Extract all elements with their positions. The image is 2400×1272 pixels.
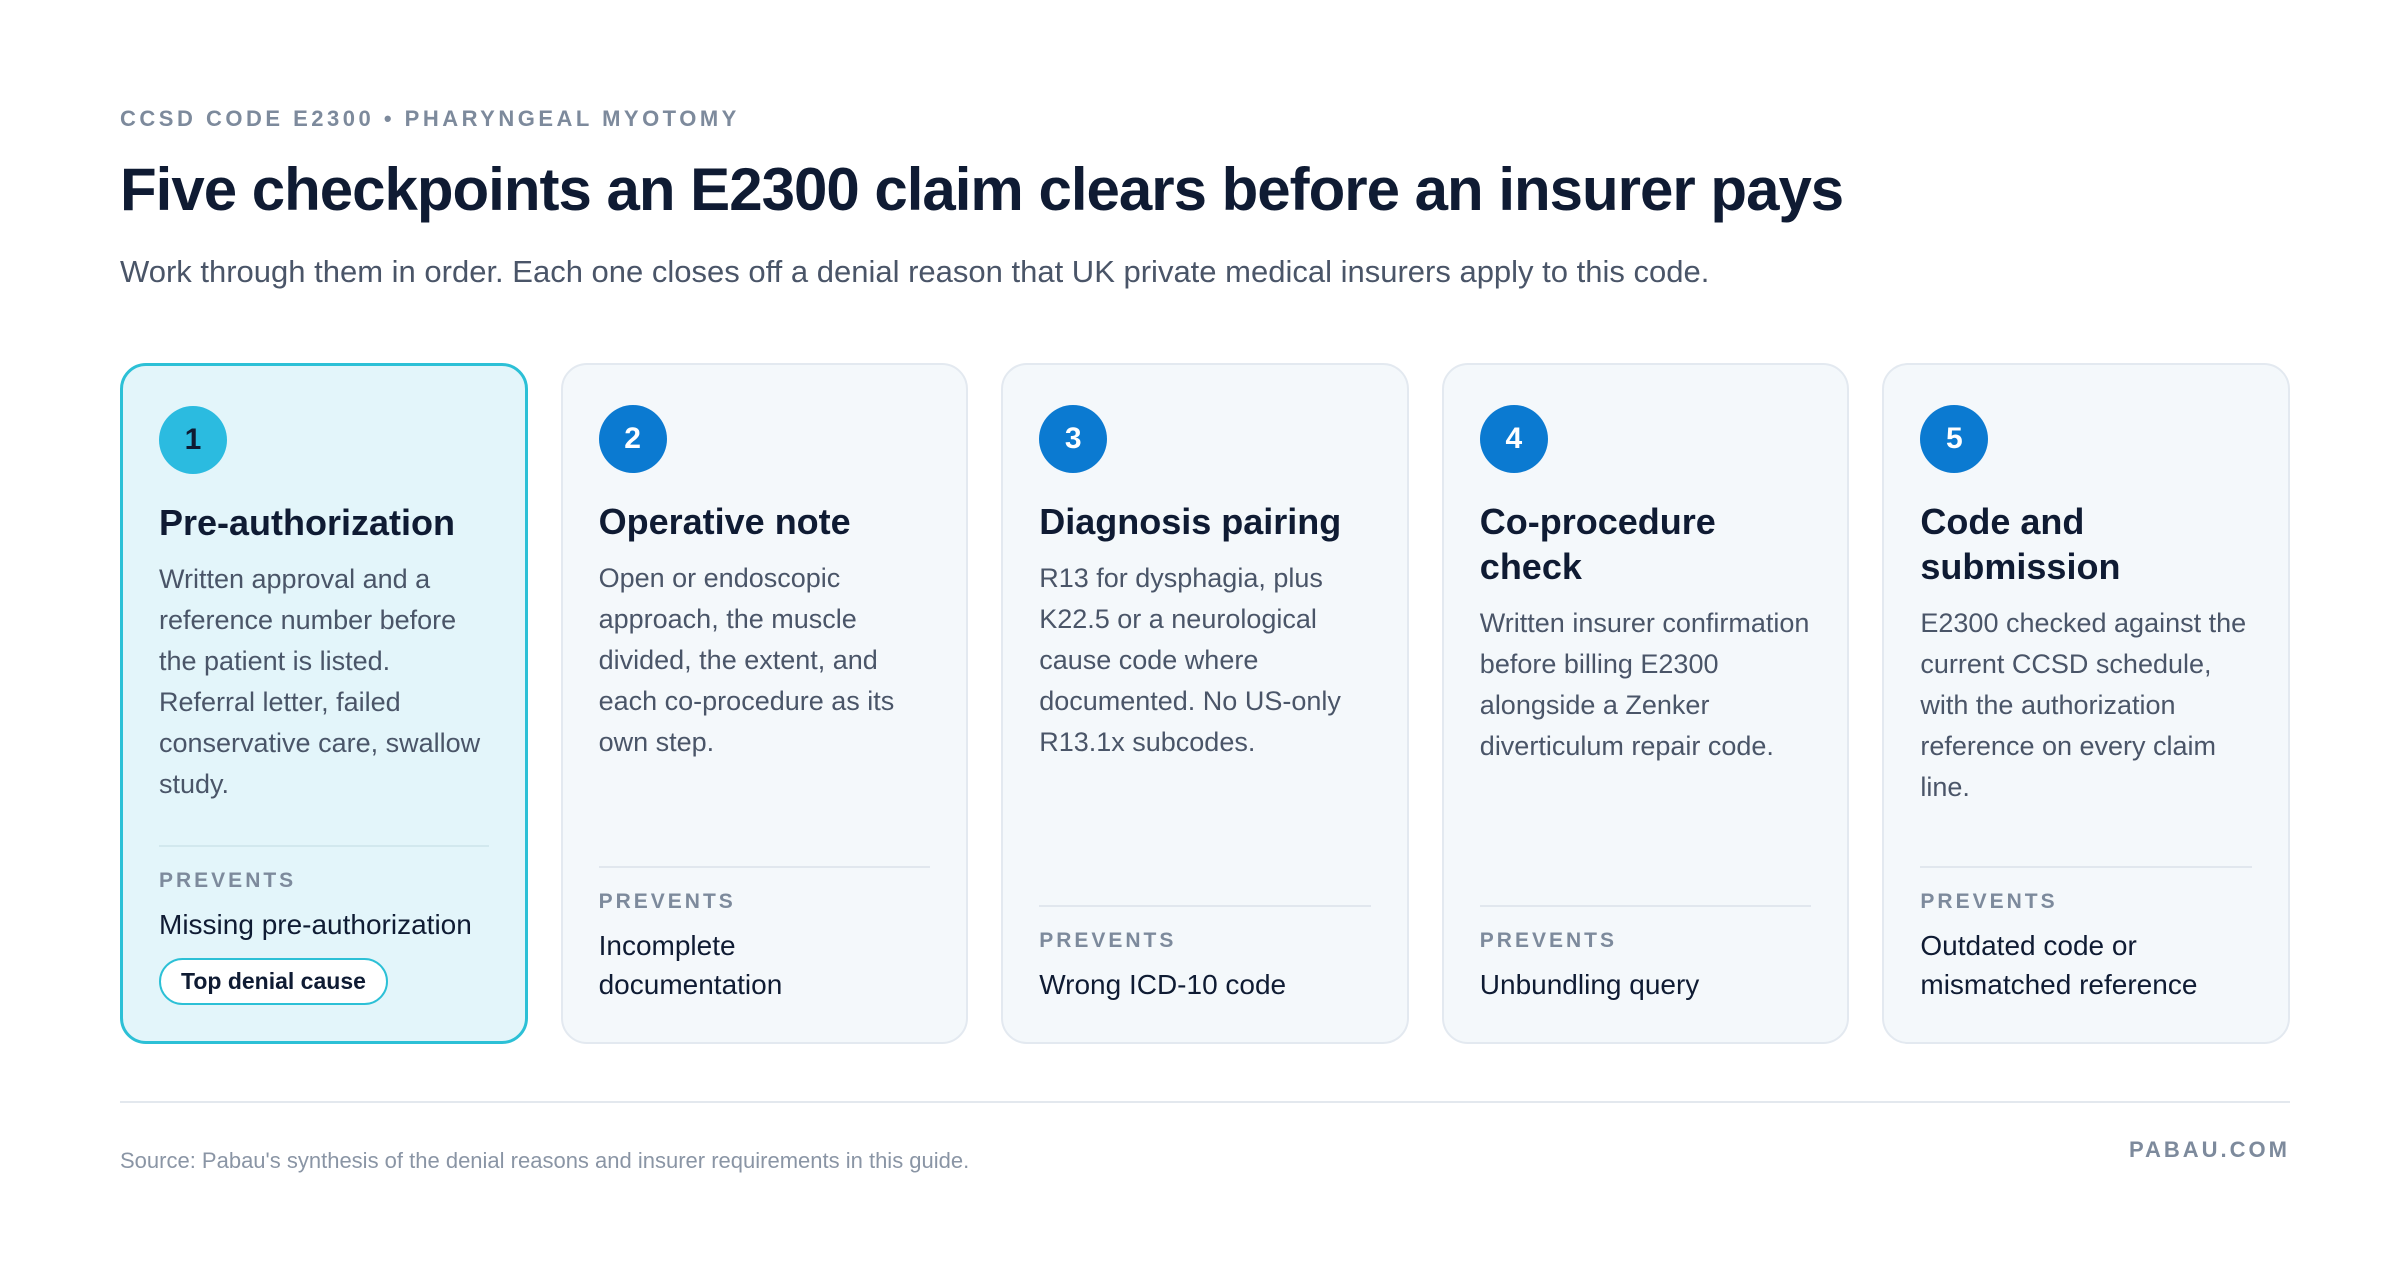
checkpoint-title: Diagnosis pairing — [1039, 501, 1342, 542]
step-number-badge: 5 — [1920, 405, 1988, 473]
checkpoint-title: Code and submission — [1920, 501, 2121, 587]
card-divider — [1480, 905, 1812, 907]
page-title: Five checkpoints an E2300 claim clears before an insurer pays — [120, 156, 1844, 223]
step-number-badge: 3 — [1039, 405, 1107, 473]
checkpoint-description: Written insurer confirmation before billing E2300 alongside a Zenker diverticulum repair code. — [1479, 608, 1810, 761]
checkpoint-description: E2300 checked against the current CCSD schedule, with the authorization reference on every claim line. — [1920, 608, 2247, 802]
card-divider — [1920, 866, 2252, 868]
checkpoint-card-2 — [561, 363, 969, 1044]
brand-wordmark: PABAU.COM — [2128, 1137, 2290, 1162]
checkpoint-description: Written approval and a reference number before the patient is listed. Referral letter, failed conservative care, swallow study. — [159, 564, 481, 799]
prevents-value: Incomplete documentation — [598, 930, 783, 1000]
step-number-badge: 1 — [159, 406, 227, 474]
checkpoint-title: Operative note — [598, 501, 851, 542]
eyebrow-label: CCSD CODE E2300 • PHARYNGEAL MYOTOMY — [120, 106, 740, 131]
step-number-badge: 4 — [1480, 405, 1548, 473]
prevents-value: Missing pre-authorization — [159, 909, 472, 940]
checkpoint-cards — [120, 363, 2290, 1044]
page-subtitle: Work through them in order. Each one closes off a denial reason that UK private medical insurers apply to this code. — [120, 254, 1710, 289]
source-note: Source: Pabau's synthesis of the denial reasons and insurer requirements in this guide. — [120, 1148, 970, 1173]
prevents-label: PREVENTS — [1479, 929, 1617, 952]
checkpoint-description: Open or endoscopic approach, the muscle divided, the extent, and each co-procedure as its own step. — [598, 563, 895, 757]
prevents-label: PREVENTS — [598, 890, 736, 913]
step-number-badge: 2 — [599, 405, 667, 473]
checkpoint-card-5 — [1882, 363, 2290, 1044]
infographic — [120, 0, 2290, 1272]
checkpoint-card-4 — [1442, 363, 1850, 1044]
prevents-label: PREVENTS — [159, 869, 297, 892]
prevents-label: PREVENTS — [1920, 890, 2058, 913]
prevents-value: Outdated code or mismatched reference — [1920, 930, 2198, 1000]
prevents-label: PREVENTS — [1039, 929, 1177, 952]
card-divider — [159, 845, 489, 847]
card-divider — [599, 866, 931, 868]
checkpoint-card-3 — [1001, 363, 1409, 1044]
top-denial-badge: Top denial cause — [159, 958, 388, 1005]
prevents-value: Wrong ICD-10 code — [1039, 969, 1287, 1000]
checkpoint-card-1 — [120, 363, 528, 1044]
checkpoint-description: R13 for dysphagia, plus K22.5 or a neurological cause code where documented. No US-only R13.1x subcodes. — [1039, 563, 1341, 757]
checkpoint-title: Co-procedure check — [1479, 501, 1716, 587]
prevents-value: Unbundling query — [1479, 969, 1700, 1000]
card-divider — [1039, 905, 1371, 907]
footer-divider — [120, 1101, 2290, 1103]
checkpoint-title: Pre-authorization — [159, 502, 456, 543]
